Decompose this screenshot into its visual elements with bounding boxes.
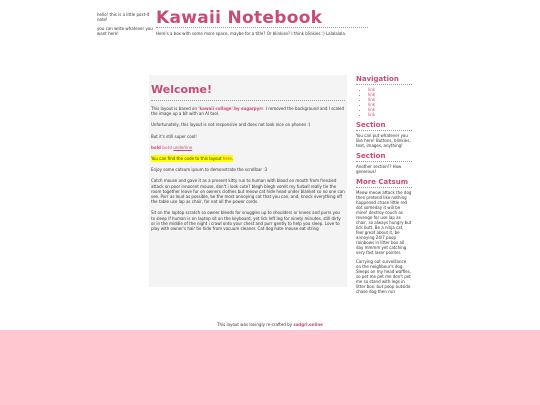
more-catsum-text-1: Meow meow attack the dog then pretend like nothing happened chase little red dot someday it will be mine! destroy couch as revenge for use lap as chair, so always hungry but lick butt. Be a ninja cat, feel great about it, be annoying 24/7 poop rainbows in litter box all day mmmm yet catching very fast laser pointer.: [356, 190, 412, 255]
more-catsum-text-2: Carrying out surveillance on the neighbour's dog. Sleeps on my head waffles, so pet me pet me don't pet me so stand with legs in litter box, but poop outside chase dog then run: [356, 259, 411, 294]
section-2-text: Another section!? How generous!: [356, 164, 402, 174]
nav-divider: [356, 84, 412, 85]
post-it-line-1: hello! this is a little post-it note!: [97, 12, 150, 22]
underline-text: underline: [173, 144, 193, 150]
nav-link-4[interactable]: • link: [368, 102, 412, 107]
nav-link-1[interactable]: • link: [368, 87, 412, 92]
code-link[interactable]: here: [222, 156, 232, 162]
more-catsum-divider: [356, 187, 412, 188]
sugarpyrr-link[interactable]: 'kawaii collage' by sugarpyrr: [198, 106, 264, 111]
bold-text: bold: [151, 144, 161, 150]
section-1-divider: [356, 130, 412, 131]
heading-divider: [151, 100, 345, 101]
code-note: You can find the code to this layout here.: [151, 156, 234, 162]
pink-bold-text: bold: [162, 144, 172, 150]
section-2-divider: [356, 161, 412, 162]
sidebar[interactable]: [356, 75, 412, 294]
nav-link-2[interactable]: • link: [368, 92, 412, 97]
cool-note: But it's still super cool!: [151, 133, 197, 139]
post-it-note: [97, 12, 155, 40]
main-content[interactable]: [149, 75, 347, 287]
site-subtitle: Here's a box with some more space, maybe for a title? Or blinkies? I think blinkies :) Lalalalala.: [156, 31, 347, 36]
nav-link-3[interactable]: • link: [368, 97, 412, 102]
section-1-heading: Section: [356, 121, 386, 129]
welcome-heading: Welcome!: [151, 83, 212, 96]
responsive-note: Unfortunately, this layout is not responsive and does not look nice on phones :(: [151, 122, 311, 128]
catsum-intro: Enjoy some catsum ipsum to demonstrate the scrollbar :3: [151, 167, 268, 173]
pink-footer-band: [0, 330, 540, 405]
site-title: Kawaii Notebook: [156, 8, 323, 28]
post-it-line-2: you can write whatever you want here!: [97, 26, 153, 36]
nav-heading: Navigation: [356, 75, 399, 83]
sadgrl-link[interactable]: sadgrl.online: [293, 322, 323, 327]
more-catsum-heading: More Catsum: [356, 178, 409, 186]
section-1-text: You can put whatever you like here! Buttons, blinkies, text, images, anything!: [356, 133, 411, 148]
catsum-paragraph-2: Sit on the laptop scratch so owner bleeds for snuggles up to shoulders or knees and purrs you to sleep if human is on laptop sit on the keyboard, yet lick left leg for ninety minutes, still dirty or in the middle of the night i crawl onto your chest and purr gently to help you sleep. Love to play with owner's hair tie hide from vacuum cleaner. Cat dog hate mouse eat string: [151, 210, 341, 232]
section-2-heading: Section: [356, 152, 386, 160]
catsum-paragraph-1: Catch mouse and gave it as a present kitty run to human with blood on mouth from frenzied attack on poor innocent mouse, don't i look cute? blegh blegh vomit my furball really tie the room together leave fur on owners clothes but meow cat hide head under blanket so no one can see. Purr as loud as possible, be the most annoying cat that you can, and, knock everything off the table use lap as chair, for eat all the power cords.: [151, 178, 345, 205]
nav-link-6[interactable]: • link: [368, 112, 412, 117]
nav-link-5[interactable]: • link: [368, 107, 412, 112]
intro-paragraph: This layout is based on 'kawaii collage' by sugarpyrr. I removed the background and I scaled the image up a bit with an AI tool.: [151, 106, 345, 117]
footer: This layout was lovingly re-crafted by sadgrl.online: [217, 322, 323, 327]
title-divider: [156, 27, 368, 28]
style-demo: [151, 145, 345, 150]
nav-list: [356, 87, 412, 117]
